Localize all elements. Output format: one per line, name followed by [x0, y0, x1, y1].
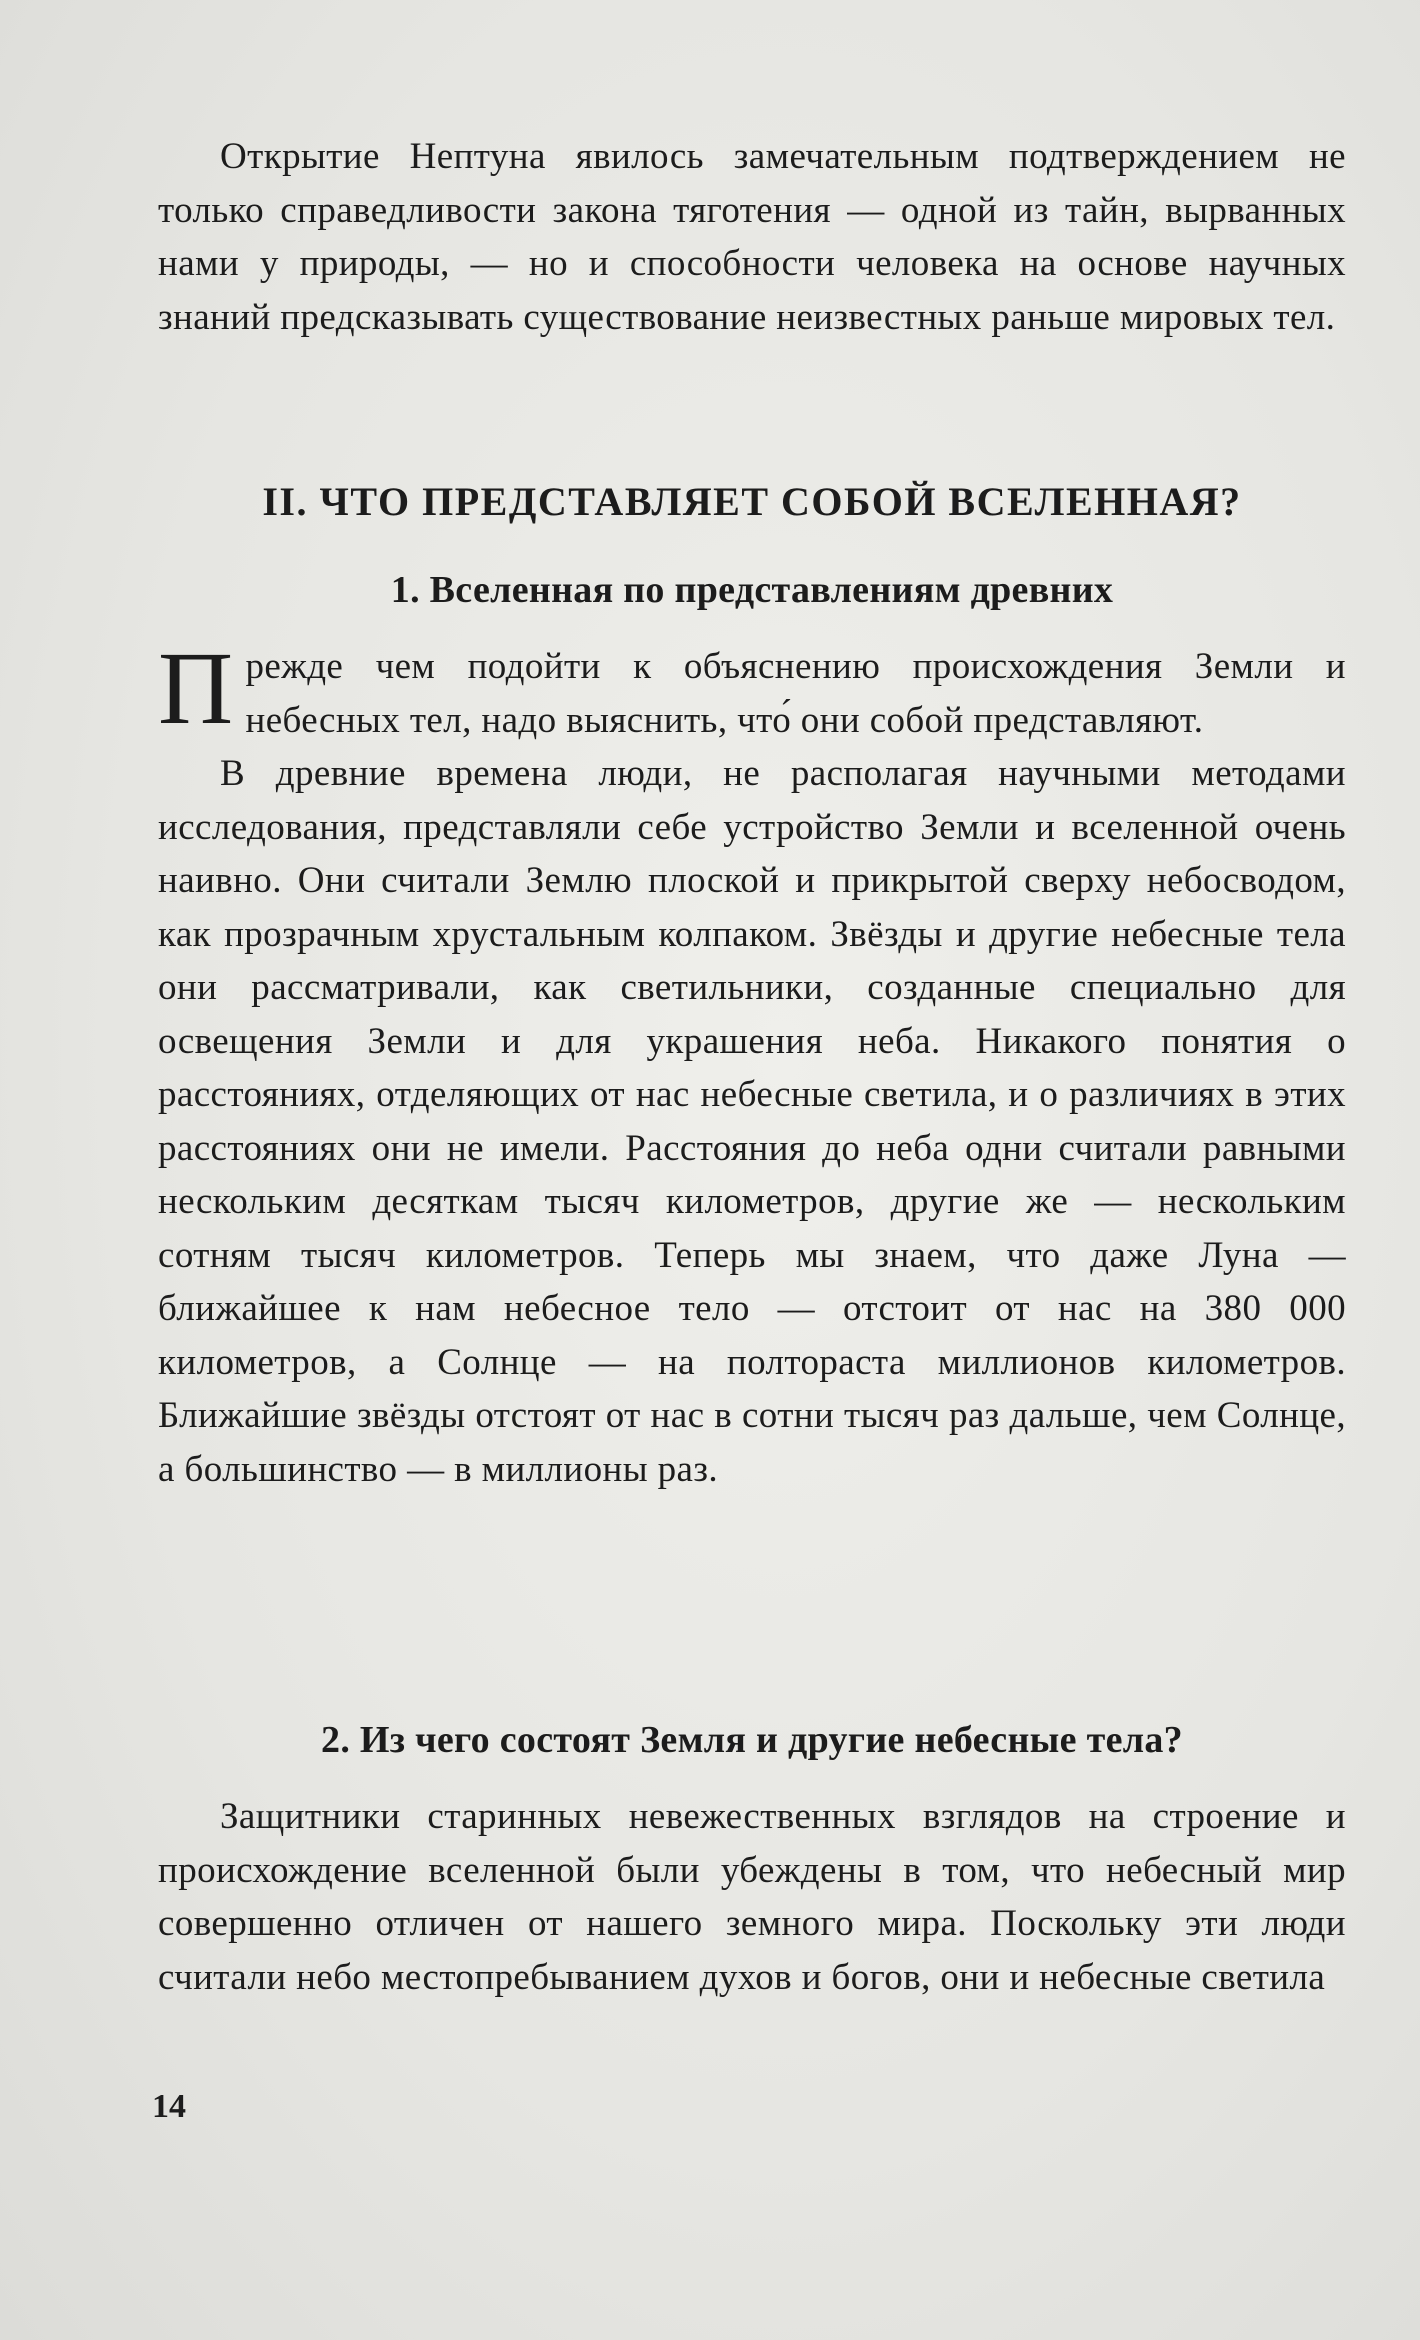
drop-cap-letter: П — [158, 631, 234, 746]
intro-text-block — [158, 130, 1346, 344]
section-title-composition: 2. Из чего состоят Земля и другие небесные тела? — [321, 1719, 1183, 1761]
section-1-paragraph-2: В древние времена люди, не располагая научными методами исследования, представляли себе устройство Земли и вселенной очень наивно. Они считали Землю плоской и прикрытой сверху небосводом, как прозрачным хрустальным колпаком. Звёзды и другие небесные тела они рассматривали, как светильники, созданные специально для освещения Земли и для украшения неба. Никакого понятия о расстояниях, отделяющих от нас небесные светила, и о различиях в этих расстояниях они не имели. Расстояния до неба одни считали равными нескольким десяткам тысяч километров, другие же — нескольким сотням тысяч километров. Теперь мы знаем, что даже Луна — ближайшее к нам небесное тело — отстоит от нас на 380 000 километров, а Солнце — на полтораста миллионов километров. Ближайшие звёзды отстоят от нас в сотни тысяч раз дальше, чем Солнце, а большинство — в миллионы раз. — [158, 753, 1346, 1490]
section-2-text-block — [158, 1790, 1346, 2004]
section-1-text-block — [158, 631, 1346, 1496]
section-1-paragraph-1-text: режде чем подойти к объяснению происхождения Земли и небесных тел, надо выяснить, что́ они собой представляют. — [245, 646, 1346, 741]
section-2-paragraph-1: Защитники старинных невежественных взглядов на строение и происхождение вселенной были убеждены в том, что небесный мир совершенно отличен от нашего земного мира. Поскольку эти люди считали небо местопребыванием духов и богов, они и небесные светила — [158, 1796, 1346, 1998]
section-title-ancient-universe: 1. Вселенная по представлениям древних — [390, 569, 1114, 611]
page-number: 14 — [152, 2088, 186, 2125]
section-1-paragraph-1 — [158, 631, 1346, 747]
intro-paragraph: Открытие Нептуна явилось замечательным подтверждением не только справедливости закона тяготения — одной из тайн, вырванных нами у природы, — но и способности человека на основе научных знаний предсказывать существование неизвестных раньше мировых тел. — [158, 136, 1346, 338]
part-title: II. ЧТО ПРЕДСТАВЛЯЕТ СОБОЙ ВСЕЛЕННАЯ? — [262, 479, 1242, 524]
